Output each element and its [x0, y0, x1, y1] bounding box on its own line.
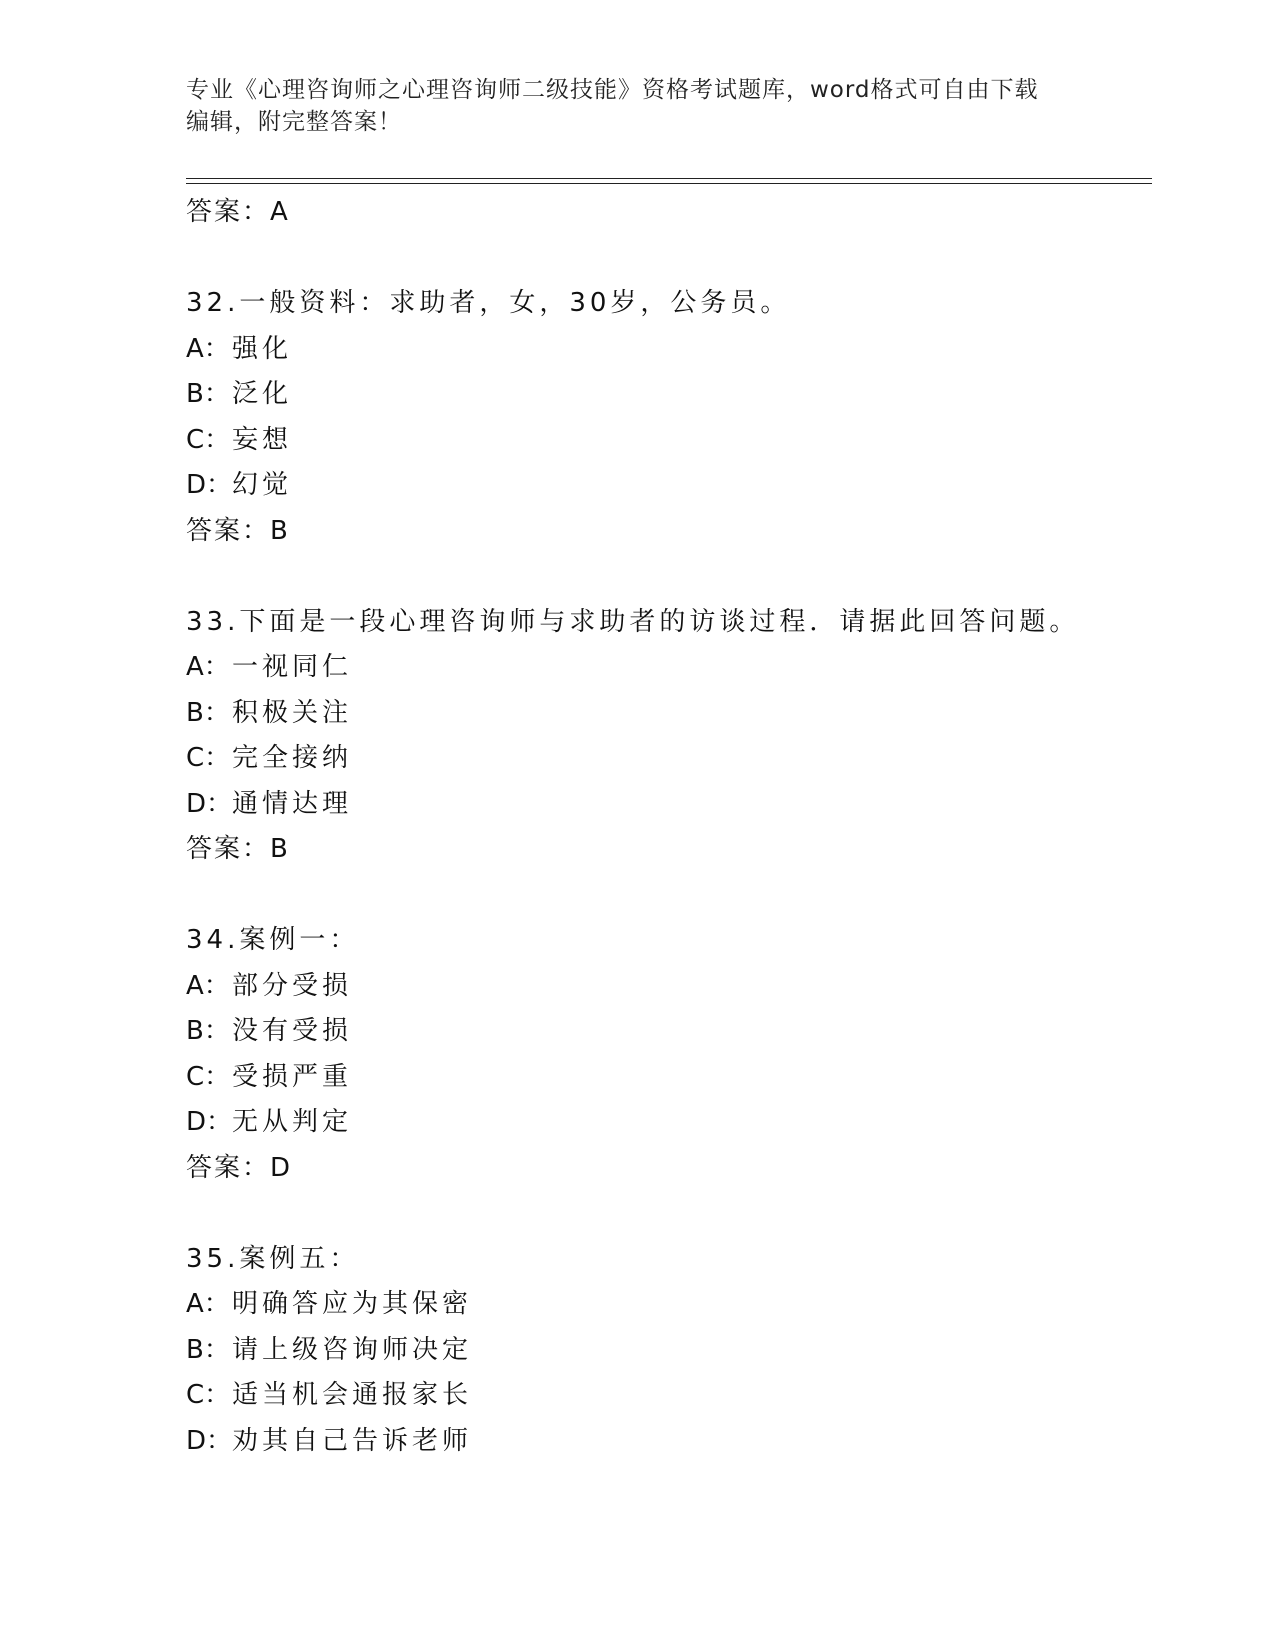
- question-34-answer: 答案：D: [186, 1152, 293, 1183]
- question-32-option-b: B：泛化: [186, 379, 293, 409]
- question-35-option-d: D：劝其自己告诉老师: [186, 1425, 473, 1456]
- question-33-option-c: C：完全接纳: [186, 743, 353, 773]
- question-33-option-a: A：一视同仁: [186, 652, 353, 682]
- question-32-stem: 32.一般资料：求助者，女，30岁，公务员。: [186, 288, 791, 318]
- question-list: [186, 190, 1146, 1464]
- question-32-option-c: C：妄想: [186, 424, 293, 455]
- question-33-option-b: B：积极关注: [186, 697, 353, 728]
- header-line-1: 专业《心理咨询师之心理咨询师二级技能》资格考试题库，word格式可自由下载: [186, 77, 1039, 103]
- question-33-option-d: D：通情达理: [186, 788, 353, 819]
- question-32-option-a: A：强化: [186, 333, 293, 364]
- question-35-option-a: A：明确答应为其保密: [186, 1289, 473, 1319]
- question-34-option-b: B：没有受损: [186, 1016, 353, 1046]
- question-34-option-c: C：受损严重: [186, 1061, 353, 1092]
- question-34-option-d: D：无从判定: [186, 1107, 353, 1137]
- question-32-answer: 答案：B: [186, 515, 290, 546]
- document-header: [186, 74, 1086, 138]
- header-rule-top: [186, 178, 1152, 179]
- question-35-stem: 35.案例五：: [186, 1243, 360, 1274]
- question-34-stem: 34.案例一：: [186, 925, 360, 955]
- question-32-option-d: D：幻觉: [186, 470, 293, 500]
- question-35-option-c: C：适当机会通报家长: [186, 1380, 473, 1410]
- question-35-option-b: B：请上级咨询师决定: [186, 1334, 473, 1365]
- previous-answer: 答案：A: [186, 197, 290, 227]
- question-33-answer: 答案：B: [186, 834, 290, 864]
- question-33-stem: 33.下面是一段心理咨询师与求助者的访谈过程．请据此回答问题。: [186, 606, 1080, 637]
- header-line-2: 编辑，附完整答案！: [186, 109, 402, 135]
- header-rule-bottom: [186, 183, 1152, 184]
- question-34-option-a: A：部分受损: [186, 970, 353, 1001]
